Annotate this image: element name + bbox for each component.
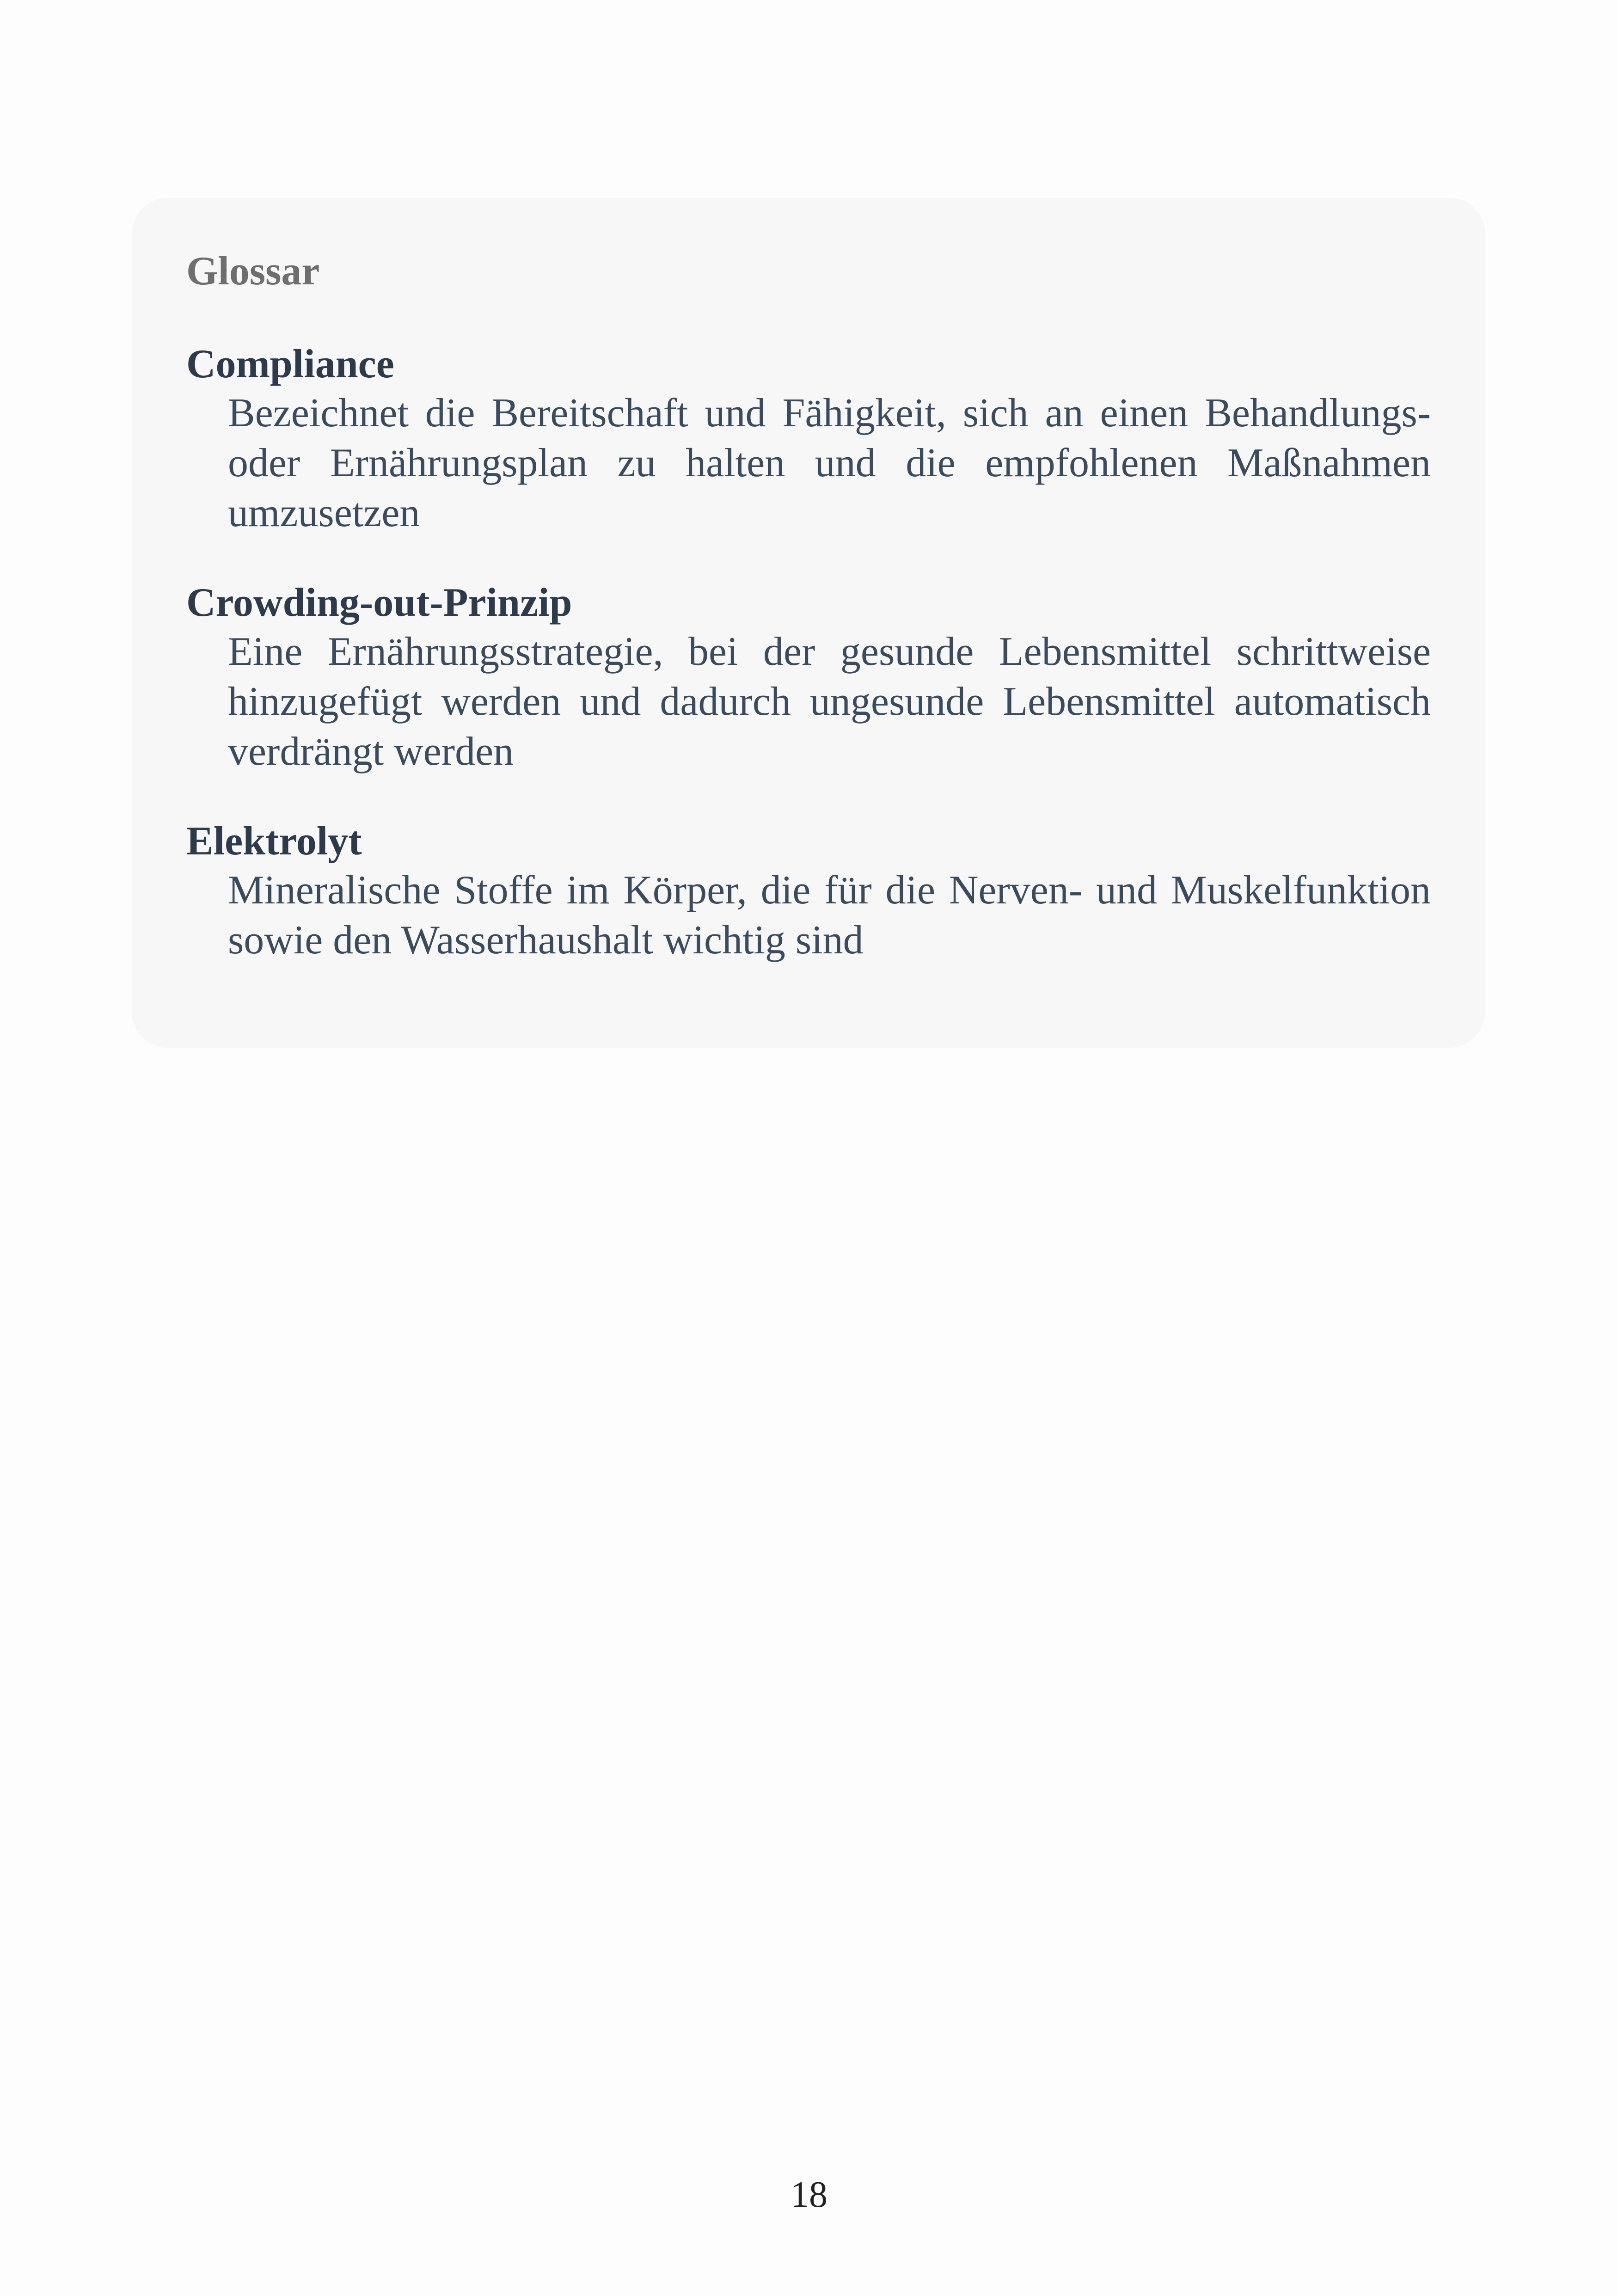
glossary-box [132,198,1485,1048]
glossary-term: Crowding-out-Prinzip [186,580,572,625]
glossary-term: Compliance [186,342,394,387]
glossary-entry-crowding-out [186,580,1431,777]
glossary-definition: Eine Ernährungsstrategie, bei der gesunde Lebensmittel schrittweise hinzugefügt werden und dadurch ungesunde Lebensmittel automatisch verdrängt werden [228,629,1431,774]
glossary-definition: Mineralische Stoffe im Körper, die für die Nerven- und Muskelfunktion sowie den Wasserhaushalt wichtig sind [228,868,1431,963]
glossary-entry-elektrolyt [186,821,1431,965]
page-number: 18 [791,2174,827,2215]
glossary-title: Glossar [186,249,320,294]
glossary-term: Elektrolyt [186,819,362,864]
glossary-definition: Bezeichnet die Bereitschaft und Fähigkeit, sich an einen Behandlungs- oder Ernährungsplan zu halten und die empfohlenen Maßnahmen umzusetzen [228,391,1431,535]
glossary-entry-compliance [186,344,1431,538]
